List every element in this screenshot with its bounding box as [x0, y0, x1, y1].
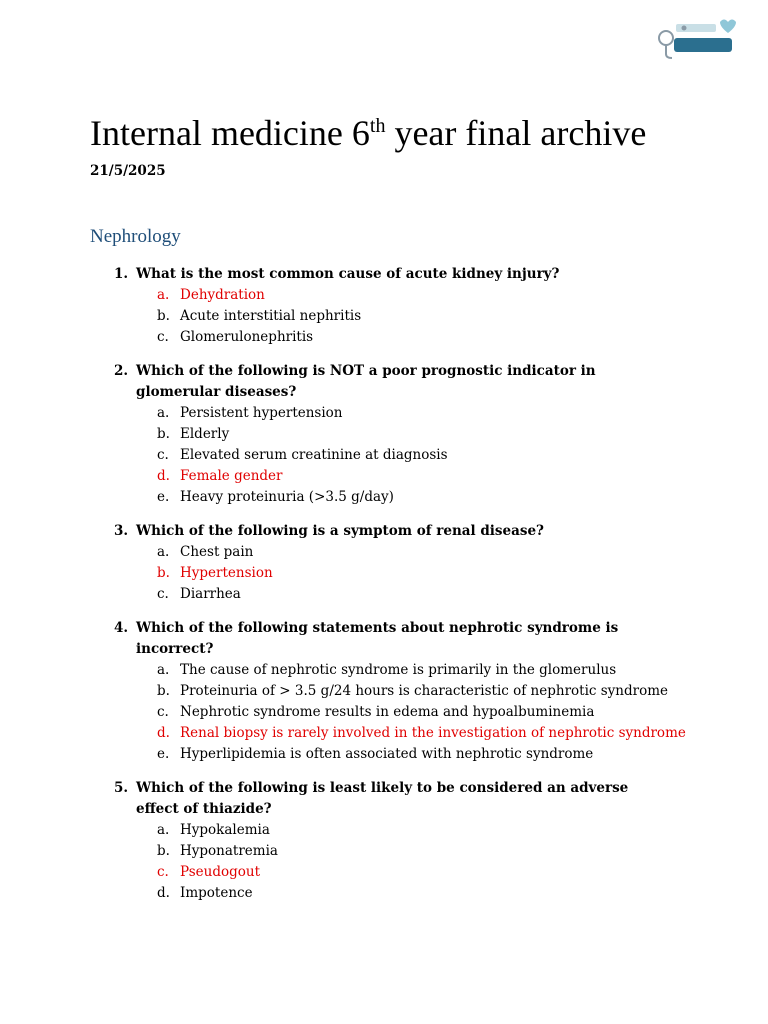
option-text: Persistent hypertension — [180, 405, 343, 421]
question-item — [0, 778, 768, 904]
question-header — [0, 778, 768, 820]
answer-option — [0, 660, 768, 681]
option-text: Hypertension — [180, 565, 273, 581]
option-letter: c. — [157, 329, 169, 345]
correct-option — [0, 563, 768, 584]
option-text: Glomerulonephritis — [180, 329, 314, 345]
option-text: Renal biopsy is rarely involved in the investigation of nephrotic syndrome — [180, 725, 686, 741]
answer-option — [0, 744, 768, 765]
section-heading: Nephrology — [90, 226, 181, 247]
option-letter: b. — [157, 683, 170, 699]
document-title: Internal medicine 6th year final archive — [90, 113, 647, 153]
option-text: Diarrhea — [180, 586, 241, 602]
option-text: Hypokalemia — [180, 822, 270, 838]
title-superscript: th — [369, 115, 386, 137]
option-text: Elderly — [180, 426, 230, 442]
question-text: What is the most common cause of acute kidney injury? — [136, 266, 560, 282]
answer-option — [0, 403, 768, 424]
question-text: Which of the following is least likely to be considered an adverse effect of thiazide? — [136, 780, 629, 817]
question-item — [0, 361, 768, 508]
option-text: Impotence — [180, 885, 253, 901]
answer-option — [0, 841, 768, 862]
option-letter: d. — [157, 468, 170, 484]
option-letter: e. — [157, 489, 170, 505]
correct-option — [0, 466, 768, 487]
option-text: Heavy proteinuria (>3.5 g/day) — [180, 489, 394, 505]
option-text: Female gender — [180, 468, 283, 484]
option-letter: b. — [157, 308, 170, 324]
answer-option — [0, 820, 768, 841]
option-text: Dehydration — [180, 287, 265, 303]
question-text: Which of the following is NOT a poor prognostic indicator in glomerular diseases? — [136, 363, 596, 400]
question-number: 4. — [114, 620, 129, 636]
answer-option — [0, 542, 768, 563]
question-header — [0, 521, 768, 542]
option-letter: b. — [157, 843, 170, 859]
option-letter: c. — [157, 447, 169, 463]
option-text: Proteinuria of > 3.5 g/24 hours is characteristic of nephrotic syndrome — [180, 683, 669, 699]
option-list — [0, 660, 768, 765]
option-letter: c. — [157, 704, 169, 720]
option-letter: d. — [157, 725, 170, 741]
option-text: Chest pain — [180, 544, 254, 560]
option-text: The cause of nephrotic syndrome is primarily in the glomerulus — [180, 662, 617, 678]
option-letter: b. — [157, 426, 170, 442]
correct-option — [0, 723, 768, 744]
option-letter: a. — [157, 822, 170, 838]
option-letter: a. — [157, 287, 170, 303]
question-number: 1. — [114, 266, 129, 282]
option-text: Nephrotic syndrome results in edema and hypoalbuminemia — [180, 704, 595, 720]
option-letter: a. — [157, 662, 170, 678]
option-text: Hyperlipidemia is often associated with nephrotic syndrome — [180, 746, 594, 762]
option-letter: c. — [157, 864, 169, 880]
answer-option — [0, 681, 768, 702]
answer-option — [0, 306, 768, 327]
correct-option — [0, 862, 768, 883]
option-letter: a. — [157, 544, 170, 560]
question-header — [0, 361, 768, 403]
question-header — [0, 264, 768, 285]
option-text: Acute interstitial nephritis — [180, 308, 362, 324]
question-number: 3. — [114, 523, 129, 539]
option-list — [0, 403, 768, 508]
question-item — [0, 521, 768, 605]
option-text: Pseudogout — [180, 864, 260, 880]
option-letter: e. — [157, 746, 170, 762]
question-number: 2. — [114, 363, 129, 379]
option-list — [0, 542, 768, 605]
question-text: Which of the following is a symptom of renal disease? — [136, 523, 544, 539]
answer-option — [0, 702, 768, 723]
option-letter: b. — [157, 565, 170, 581]
question-item — [0, 618, 768, 765]
answer-option — [0, 883, 768, 904]
answer-option — [0, 584, 768, 605]
question-item — [0, 264, 768, 348]
option-letter: a. — [157, 405, 170, 421]
option-letter: d. — [157, 885, 170, 901]
option-letter: c. — [157, 586, 169, 602]
option-list — [0, 820, 768, 904]
option-text: Hyponatremia — [180, 843, 278, 859]
question-list — [0, 264, 768, 917]
answer-option — [0, 487, 768, 508]
committee-logo — [654, 16, 738, 60]
correct-option — [0, 285, 768, 306]
answer-option — [0, 327, 768, 348]
document-date: 21/5/2025 — [90, 163, 166, 179]
option-text: Elevated serum creatinine at diagnosis — [180, 447, 448, 463]
answer-option — [0, 445, 768, 466]
question-number: 5. — [114, 780, 129, 796]
question-header — [0, 618, 768, 660]
option-list — [0, 285, 768, 348]
question-text: Which of the following statements about nephrotic syndrome is incorrect? — [136, 620, 619, 657]
answer-option — [0, 424, 768, 445]
